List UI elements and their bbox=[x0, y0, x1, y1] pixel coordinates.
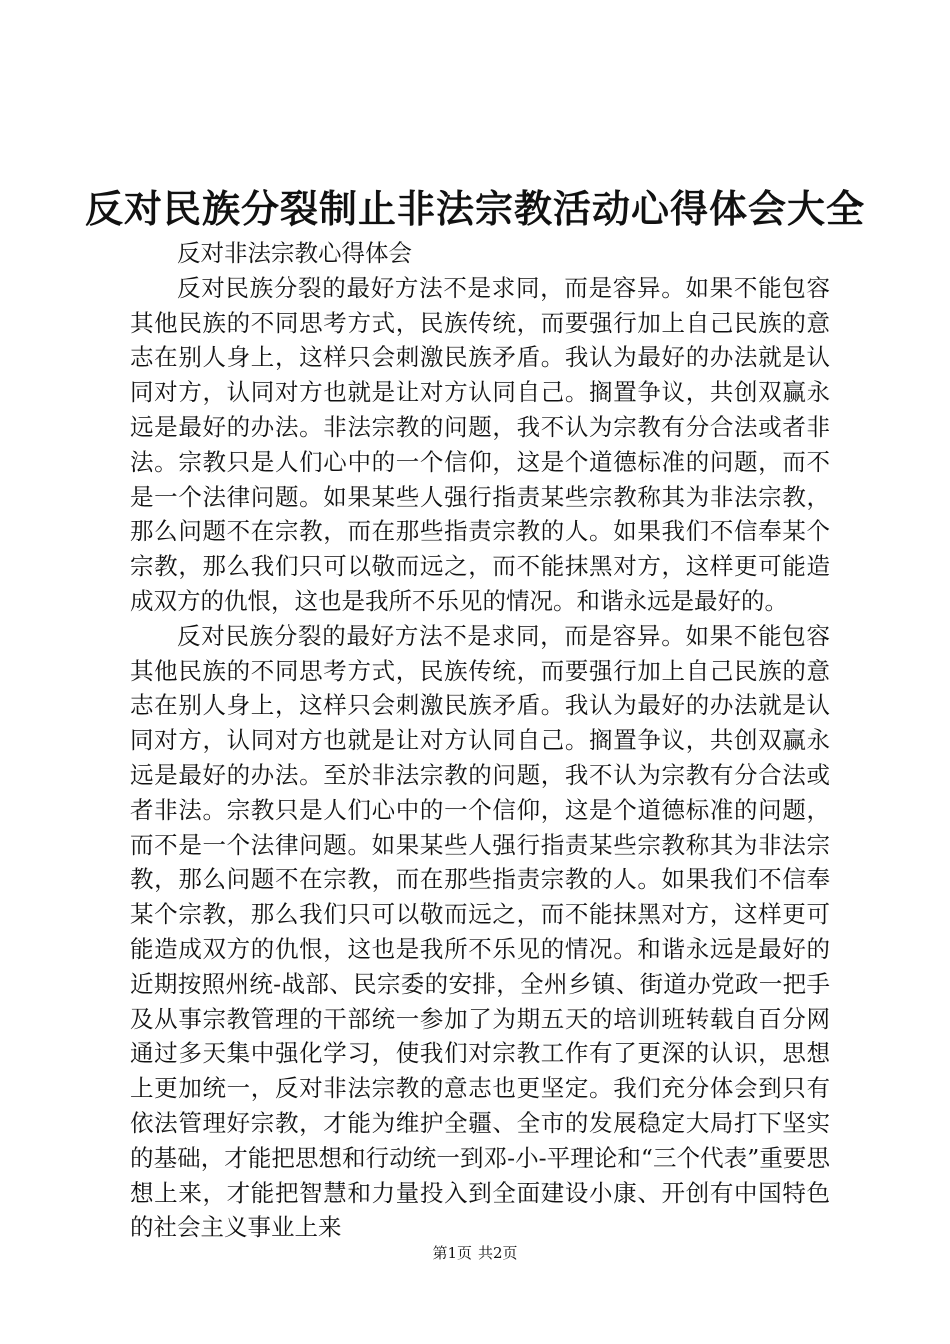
page-footer bbox=[0, 1243, 950, 1263]
page-number: 第1页 bbox=[432, 1244, 472, 1262]
document-body bbox=[130, 236, 830, 1245]
body-paragraph-1: 反对民族分裂的最好方法不是求同，而是容异。如果不能包容其他民族的不同思考方式，民族传统，而要强行加上自己民族的意志在别人身上，这样只会刺激民族矛盾。我认为最好的办法就是认同对方，认同对方也就是让对方认同自己。搁置争议，共创双赢永远是最好的办法。非法宗教的问题，我不认为宗教有分合法或者非法。宗教只是人们心中的一个信仰，这是个道德标准的问题，而不是一个法律问题。如果某些人强行指责某些宗教称其为非法宗教，那么问题不在宗教，而在那些指责宗教的人。如果我们不信奉某个宗教，那么我们只可以敬而远之，而不能抹黑对方，这样更可能造成双方的仇恨，这也是我所不乐见的情况。和谐永远是最好的。 bbox=[130, 273, 830, 615]
body-paragraph-2: 反对民族分裂的最好方法不是求同，而是容异。如果不能包容其他民族的不同思考方式，民族传统，而要强行加上自己民族的意志在别人身上，这样只会刺激民族矛盾。我认为最好的办法就是认同对方，认同对方也就是让对方认同自己。搁置争议，共创双赢永远是最好的办法。至於非法宗教的问题，我不认为宗教有分合法或者非法。宗教只是人们心中的一个信仰，这是个道德标准的问题，而不是一个法律问题。如果某些人强行指责某些宗教称其为非法宗教，那么问题不在宗教，而在那些指责宗教的人。如果我们不信奉某个宗教，那么我们只可以敬而远之，而不能抹黑对方，这样更可能造成双方的仇恨，这也是我所不乐见的情况。和谐永远是最好的近期按照州统-战部、民宗委的安排，全州乡镇、街道办党政一把手及从事宗教管理的干部统一参加了为期五天的培训班转载自百分网通过多天集中强化学习，使我们对宗教工作有了更深的认识，思想上更加统一，反对非法宗教的意志也更坚定。我们充分体会到只有依法管理好宗教，才能为维护全疆、全市的发展稳定大局打下坚实的基础，才能把思想和行动统一到邓-小-平理论和“三个代表”重要思想上来，才能把智慧和力量投入到全面建设小康、开创有中国特色的社会主义事业上来 bbox=[130, 621, 830, 1242]
page-total: 共2页 bbox=[478, 1244, 518, 1262]
document-subtitle: 反对非法宗教心得体会 bbox=[177, 239, 412, 267]
document-title: 反对民族分裂制止非法宗教活动心得体会大全 bbox=[84, 187, 865, 231]
